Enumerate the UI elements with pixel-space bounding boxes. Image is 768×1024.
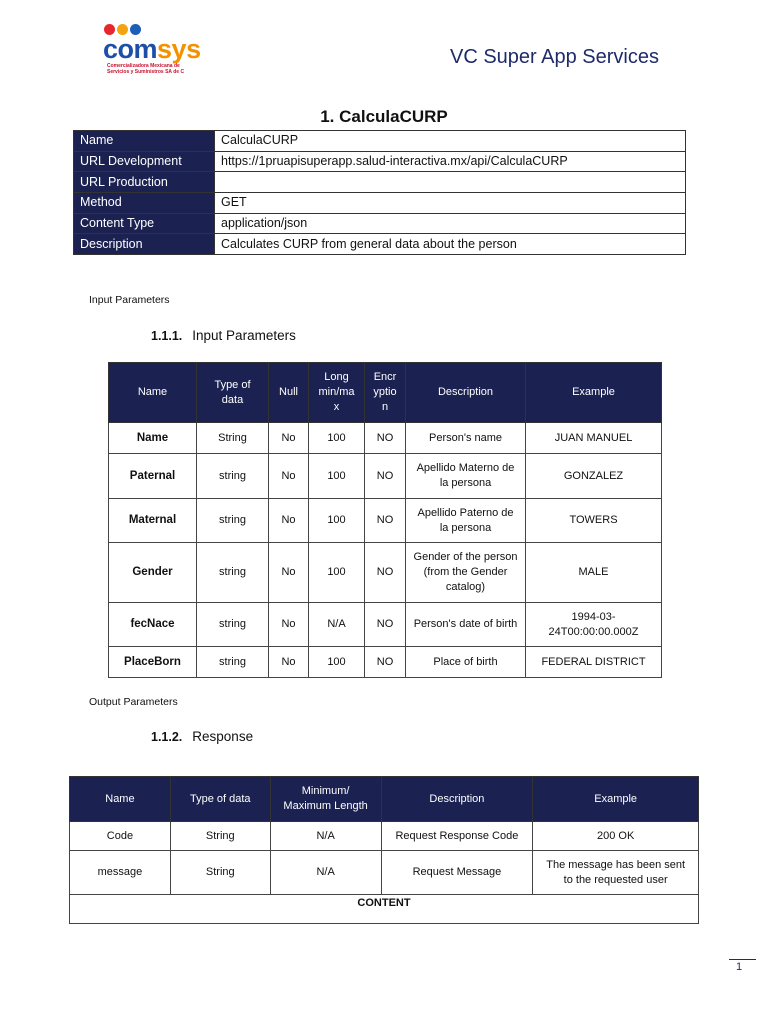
table-cell: NO (365, 454, 406, 499)
table-cell: Paternal (109, 454, 197, 499)
info-value: GET (215, 193, 686, 214)
info-key: URL Production (74, 172, 215, 193)
table-cell: Place of birth (406, 647, 526, 678)
table-cell: message (70, 851, 171, 895)
table-cell: 100 (309, 499, 365, 543)
table-cell: No (269, 603, 309, 647)
table-cell: N/A (270, 822, 381, 851)
column-header: Encr yptio n (365, 363, 406, 423)
table-cell: string (197, 499, 269, 543)
table-cell: No (269, 499, 309, 543)
content-footer: CONTENT (70, 895, 699, 924)
info-row (74, 213, 686, 234)
input-parameters-table (108, 362, 662, 678)
table-cell: String (197, 423, 269, 454)
table-row (109, 499, 662, 543)
table-cell: N/A (270, 851, 381, 895)
info-value: application/json (215, 213, 686, 234)
info-value: CalculaCURP (215, 131, 686, 152)
table-cell: 1994-03- 24T00:00:00.000Z (526, 603, 662, 647)
table-cell: 100 (309, 647, 365, 678)
info-row (74, 193, 686, 214)
table-cell: string (197, 603, 269, 647)
table-cell: NO (365, 543, 406, 603)
logo-subtitle (107, 64, 184, 75)
info-value (215, 172, 686, 193)
heading-number: 1.1.1. (151, 329, 183, 343)
header-title: VC Super App Services (450, 46, 659, 68)
endpoint-info-table (73, 130, 686, 255)
section-title: 1. CalculaCURP (320, 107, 448, 126)
table-cell: GONZALEZ (526, 454, 662, 499)
column-header: Name (70, 777, 171, 822)
column-header: Description (406, 363, 526, 423)
info-value: Calculates CURP from general data about the person (215, 234, 686, 255)
logo-text-sys: sys (157, 34, 201, 64)
table-cell: FEDERAL DISTRICT (526, 647, 662, 678)
logo-wordmark (103, 34, 201, 64)
table-cell: No (269, 423, 309, 454)
table-cell: Apellido Paterno de la persona (406, 499, 526, 543)
heading-number: 1.1.2. (151, 730, 183, 744)
table-cell: Maternal (109, 499, 197, 543)
company-logo (104, 24, 214, 74)
table-row (109, 647, 662, 678)
info-row (74, 234, 686, 255)
table-cell: Person's date of birth (406, 603, 526, 647)
column-header: Description (381, 777, 533, 822)
info-key: Name (74, 131, 215, 152)
table-cell: fecNace (109, 603, 197, 647)
table-cell: PlaceBorn (109, 647, 197, 678)
page-number: 1 (735, 961, 743, 973)
info-row (74, 131, 686, 152)
table-cell: Apellido Materno de la persona (406, 454, 526, 499)
table-cell: NO (365, 499, 406, 543)
column-header: Name (109, 363, 197, 423)
info-key: Description (74, 234, 215, 255)
output-parameters-heading (151, 729, 253, 744)
column-header: Type of data (170, 777, 270, 822)
table-row (109, 603, 662, 647)
column-header: Long min/ma x (309, 363, 365, 423)
table-row (109, 543, 662, 603)
info-key: Content Type (74, 213, 215, 234)
logo-text-com: com (103, 34, 158, 64)
table-footer-row (70, 895, 699, 924)
table-cell: No (269, 543, 309, 603)
table-cell: N/A (309, 603, 365, 647)
table-cell: Request Message (381, 851, 533, 895)
table-cell: string (197, 543, 269, 603)
table-row (70, 822, 699, 851)
table-cell: 100 (309, 543, 365, 603)
table-cell: String (170, 851, 270, 895)
response-table (69, 776, 699, 924)
page-number-rule (729, 959, 756, 960)
table-row (70, 851, 699, 895)
table-cell: 100 (309, 454, 365, 499)
table-cell: Request Response Code (381, 822, 533, 851)
input-parameters-heading (151, 328, 296, 343)
table-cell: JUAN MANUEL (526, 423, 662, 454)
table-cell: Person's name (406, 423, 526, 454)
table-cell: No (269, 647, 309, 678)
table-row (109, 454, 662, 499)
table-cell: NO (365, 647, 406, 678)
table-cell: Name (109, 423, 197, 454)
column-header: Minimum/ Maximum Length (270, 777, 381, 822)
info-row (74, 151, 686, 172)
table-cell: TOWERS (526, 499, 662, 543)
info-key: Method (74, 193, 215, 214)
table-cell: The message has been sent to the requested user (533, 851, 699, 895)
table-cell: NO (365, 603, 406, 647)
table-cell: Gender of the person (from the Gender catalog) (406, 543, 526, 603)
heading-text: Response (192, 729, 254, 744)
table-cell: 200 OK (533, 822, 699, 851)
logo-subtitle-line-2: Servicios y Suministros SA de C (107, 68, 185, 75)
column-header: Null (269, 363, 309, 423)
table-cell: String (170, 822, 270, 851)
column-header: Type of data (197, 363, 269, 423)
input-parameters-label: Input Parameters (89, 294, 170, 306)
table-row (109, 423, 662, 454)
table-cell: 100 (309, 423, 365, 454)
table-cell: string (197, 647, 269, 678)
table-cell: No (269, 454, 309, 499)
info-value: https://1pruapisuperapp.salud-interactiva.mx/api/CalculaCURP (215, 151, 686, 172)
table-cell: MALE (526, 543, 662, 603)
column-header: Example (533, 777, 699, 822)
table-cell: Gender (109, 543, 197, 603)
output-parameters-label: Output Parameters (89, 696, 178, 708)
column-header: Example (526, 363, 662, 423)
table-cell: string (197, 454, 269, 499)
table-cell: NO (365, 423, 406, 454)
heading-text: Input Parameters (192, 328, 296, 343)
info-key: URL Development (74, 151, 215, 172)
info-row (74, 172, 686, 193)
logo-subtitle-line-1: Comercializadora Mexicana de (107, 63, 180, 69)
table-cell: Code (70, 822, 171, 851)
